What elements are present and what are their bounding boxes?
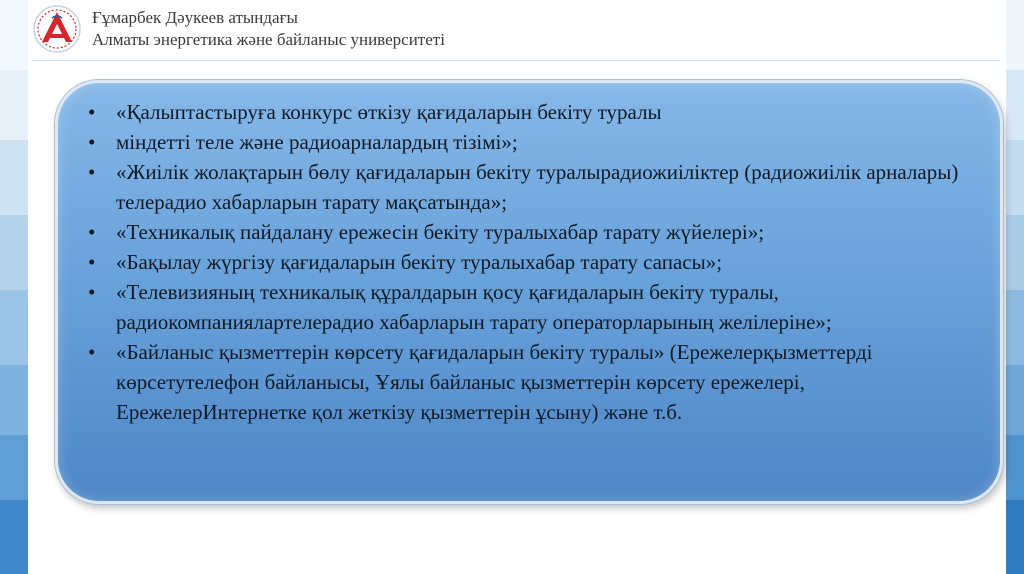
content-panel <box>55 80 1003 504</box>
bullet-marker: • <box>88 280 96 304</box>
list-item <box>88 247 968 277</box>
header <box>32 4 992 64</box>
list-item <box>88 277 968 337</box>
university-logo-icon <box>32 4 82 54</box>
list-item <box>88 337 968 427</box>
bullet-marker: • <box>88 100 96 124</box>
list-item <box>88 127 968 157</box>
university-name-line2: Алматы энергетика және байланыс университеті <box>92 30 445 49</box>
university-name-line1: Ғұмарбек Дәукеев атындағы <box>92 8 298 27</box>
bullet-marker: • <box>88 340 96 364</box>
left-decorative-stripe <box>0 0 30 574</box>
bullet-marker: • <box>88 220 96 244</box>
list-item <box>88 217 968 247</box>
bullet-marker: • <box>88 130 96 154</box>
bullet-list <box>88 97 968 427</box>
list-item-text: «Жиілік жолақтарын бөлу қағидаларын бекіту туралырадиожиіліктер (радиожиілік арналары) телерадио хабарларын тарату мақсатында»; <box>116 160 959 214</box>
bullet-marker: • <box>88 250 96 274</box>
right-decorative-stripe <box>1006 0 1024 574</box>
list-item-text: «Телевизияның техникалық құралдарын қосу қағидаларын бекіту туралы, радиокомпаниялартелерадио хабарларын тарату операторларының желілеріне»; <box>116 280 832 334</box>
list-item-text: «Қалыптастыруға конкурс өткізу қағидаларын бекіту туралы <box>116 100 662 124</box>
list-item-text: «Бақылау жүргізу қағидаларын бекіту туралыхабар тарату сапасы»; <box>116 250 723 274</box>
list-item-text: міндетті теле және радиоарналардың тізімі»; <box>116 130 518 154</box>
bullet-marker: • <box>88 160 96 184</box>
list-item <box>88 97 968 127</box>
header-divider <box>32 60 1000 61</box>
list-item <box>88 157 968 217</box>
list-item-text: «Байланыс қызметтерін көрсету қағидаларын бекіту туралы» (Ережелерқызметтерді көрсетутелефон байланысы, Ұялы байланыс қызметтерін көрсету ережелері, ЕрежелерИнтернетке қол жеткізу қызметтерін ұсыну) және т.б. <box>116 340 873 424</box>
list-item-text: «Техникалық пайдалану ережесін бекіту туралыхабар тарату жүйелері»; <box>116 220 765 244</box>
